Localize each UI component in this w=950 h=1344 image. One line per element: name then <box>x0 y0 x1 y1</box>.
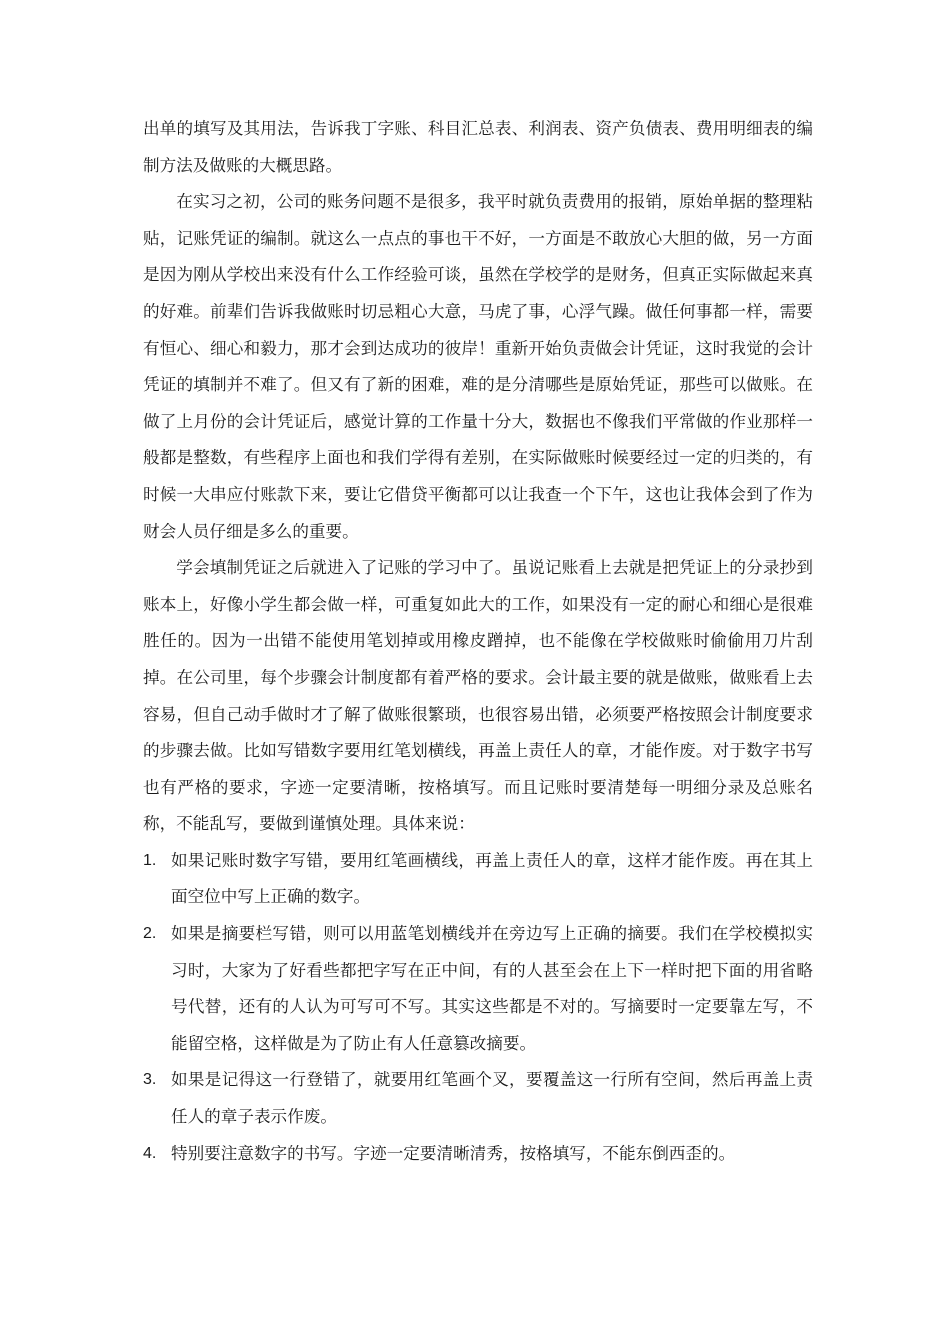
list-item <box>143 916 813 1062</box>
list-item <box>143 1136 813 1173</box>
list-item-text: 如果是记得这一行登错了，就要用红笔画个叉，要覆盖这一行所有空间，然后再盖上责任人的章子表示作废。 <box>171 1070 813 1127</box>
list-number: 1. <box>143 851 157 869</box>
list-item-text: 如果是摘要栏写错，则可以用蓝笔划横线并在旁边写上正确的摘要。我们在学校模拟实习时，大家为了好看些都把字写在正中间，有的人甚至会在上下一样时把下面的用省略号代替，还有的人认为可写可不写。其实这些都是不对的。写摘要时一定要靠左写，不能留空格，这样做是为了防止有人任意篡改摘要。 <box>171 924 813 1053</box>
list-item-text: 特别要注意数字的书写。字迹一定要清晰清秀，按格填写，不能东倒西歪的。 <box>171 1143 736 1163</box>
paragraph-continuation: 出单的填写及其用法，告诉我丁字账、科目汇总表、利润表、资产负债表、费用明细表的编制方法及做账的大概思路。 <box>143 119 813 175</box>
list-item <box>143 1062 813 1135</box>
list-item-text: 如果记账时数字写错，要用红笔画横线，再盖上责任人的章，这样才能作废。再在其上面空位中写上正确的数字。 <box>171 850 813 907</box>
list-item <box>143 843 813 916</box>
document-body <box>143 111 813 1172</box>
numbered-list <box>143 843 813 1172</box>
paragraph-bookkeeping: 学会填制凭证之后就进入了记账的学习中了。虽说记账看上去就是把凭证上的分录抄到账本上，好像小学生都会做一样，可重复如此大的工作，如果没有一定的耐心和细心是很难胜任的。因为一出错不能使用笔划掉或用橡皮蹭掉，也不能像在学校做账时偷偷用刀片刮掉。在公司里，每个步骤会计制度都有着严格的要求。会计最主要的就是做账，做账看上去容易，但自己动手做时才了解了做账很繁琐，也很容易出错，必须要严格按照会计制度要求的步骤去做。比如写错数字要用红笔划横线，再盖上责任人的章，才能作废。对于数字书写也有严格的要求，字迹一定要清晰，按格填写。而且记账时要清楚每一明细分录及总账名称，不能乱写，要做到谨慎处理。具体来说： <box>143 558 813 834</box>
list-number: 4. <box>143 1144 157 1162</box>
list-number: 3. <box>143 1071 157 1089</box>
paragraph-internship-start: 在实习之初，公司的账务问题不是很多，我平时就负责费用的报销，原始单据的整理粘贴，记账凭证的编制。就这么一点点的事也干不好，一方面是不敢放心大胆的做，另一方面是因为刚从学校出来没有什么工作经验可谈，虽然在学校学的是财务，但真正实际做起来真的好难。前辈们告诉我做账时切忌粗心大意，马虎了事，心浮气躁。做任何事都一样，需要有恒心、细心和毅力，那才会到达成功的彼岸！重新开始负责做会计凭证，这时我觉的会计凭证的填制并不难了。但又有了新的困难，难的是分清哪些是原始凭证，那些可以做账。在做了上月份的会计凭证后，感觉计算的工作量十分大，数据也不像我们平常做的作业那样一般都是整数，有些程序上面也和我们学得有差别，在实际做账时候要经过一定的归类的，有时候一大串应付账款下来，要让它借贷平衡都可以让我查一个下午，这也让我体会到了作为财会人员仔细是多么的重要。 <box>143 192 813 541</box>
list-number: 2. <box>143 925 157 943</box>
